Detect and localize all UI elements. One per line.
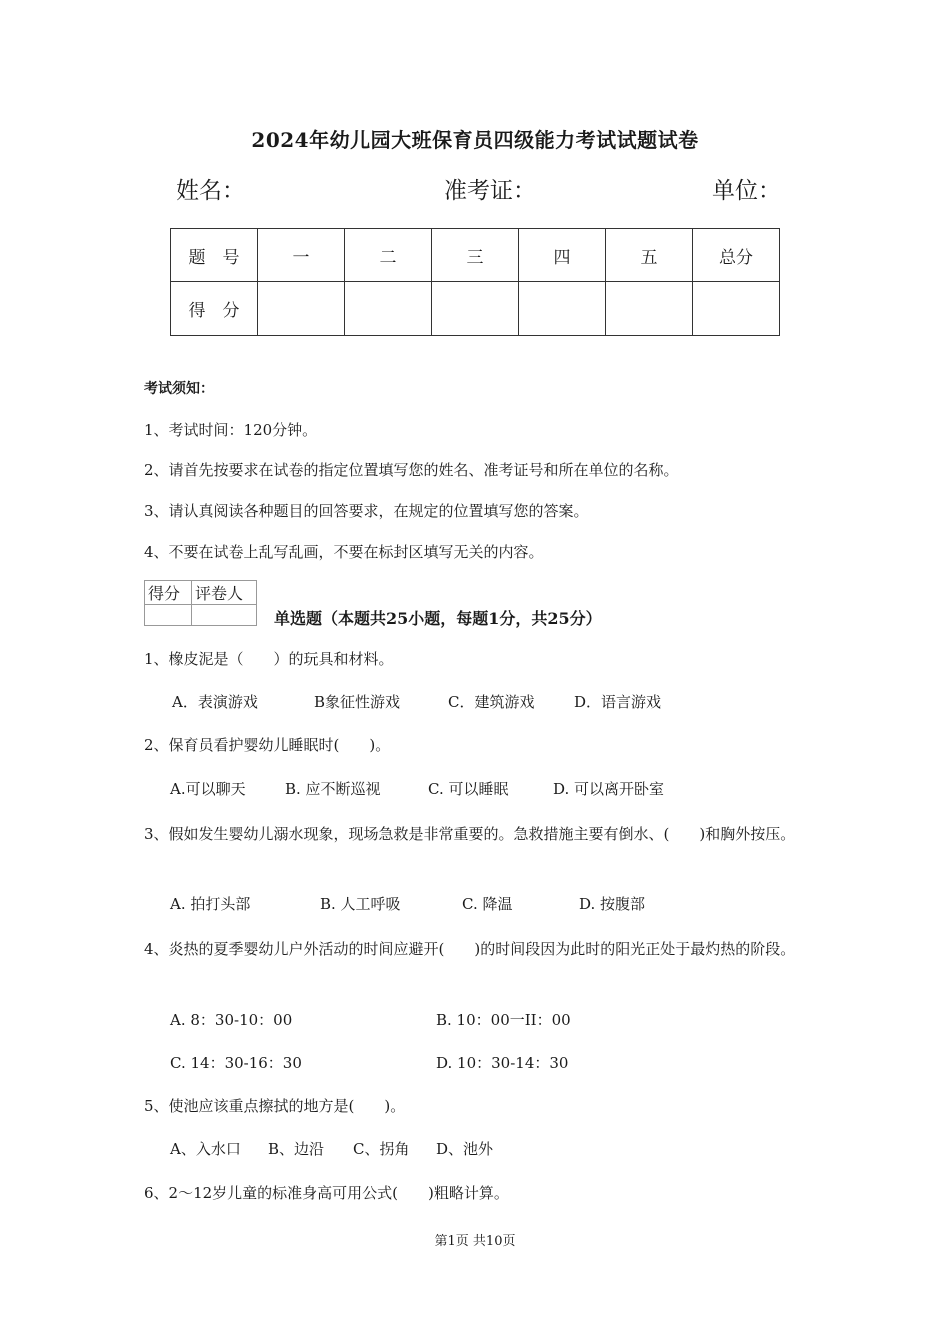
section-title: 单选题（本题共25小题，每题1分，共25分） bbox=[274, 609, 602, 628]
notice-item: 1、考试时间：120分钟。 bbox=[144, 421, 318, 439]
question-option[interactable]: B. 人工呼吸 bbox=[320, 895, 401, 913]
notice-item: 4、不要在试卷上乱写乱画，不要在标封区填写无关的内容。 bbox=[144, 543, 544, 561]
question-option[interactable]: D、池外 bbox=[436, 1140, 494, 1158]
score-cell-1[interactable] bbox=[258, 282, 345, 336]
question-option[interactable]: C、拐角 bbox=[353, 1140, 410, 1158]
question-stem: 6、2～12岁儿童的标准身高可用公式( )粗略计算。 bbox=[144, 1184, 509, 1202]
question-option[interactable]: B、边沿 bbox=[268, 1140, 325, 1158]
grader-reviewer-label: 评卷人 bbox=[192, 581, 257, 605]
notice-item: 2、请首先按要求在试卷的指定位置填写您的姓名、准考证号和所在单位的名称。 bbox=[144, 461, 679, 479]
score-cell-3[interactable] bbox=[432, 282, 519, 336]
score-row-label: 得 分 bbox=[171, 282, 258, 336]
header-cell-question-no: 题 号 bbox=[171, 229, 258, 282]
header-cell-4: 四 bbox=[519, 229, 606, 282]
notice-item: 3、请认真阅读各种题目的回答要求，在规定的位置填写您的答案。 bbox=[144, 502, 589, 520]
notice-heading: 考试须知： bbox=[144, 381, 214, 397]
question-option[interactable]: C．建筑游戏 bbox=[448, 693, 535, 711]
question-stem: 3、假如发生婴幼儿溺水现象，现场急救是非常重要的。急救措施主要有倒水、( )和胸外按压。 bbox=[144, 825, 796, 843]
page-title: 2024年幼儿园大班保育员四级能力考试试题试卷 bbox=[251, 128, 699, 152]
question-option[interactable]: B象征性游戏 bbox=[314, 693, 401, 711]
question-stem: 1、橡皮泥是（ ）的玩具和材料。 bbox=[144, 650, 394, 668]
question-option[interactable]: A.可以聊天 bbox=[170, 780, 246, 798]
question-option[interactable]: B. 10：00一II：00 bbox=[436, 1011, 571, 1029]
question-option[interactable]: B. 应不断巡视 bbox=[285, 780, 381, 798]
unit-label: 单位： bbox=[712, 178, 781, 204]
score-table-score-row bbox=[171, 282, 780, 336]
header-cell-3: 三 bbox=[432, 229, 519, 282]
grader-score-label: 得分 bbox=[145, 581, 192, 605]
header-cell-5: 五 bbox=[606, 229, 693, 282]
question-option[interactable]: D. 按腹部 bbox=[579, 895, 646, 913]
grader-score-cell[interactable] bbox=[145, 605, 192, 626]
exam-id-label: 准考证： bbox=[444, 178, 536, 204]
name-label: 姓名： bbox=[176, 178, 245, 204]
question-stem: 4、炎热的夏季婴幼儿户外活动的时间应避开( )的时间段因为此时的阳光正处于最灼热的阶段。 bbox=[144, 940, 796, 958]
question-option[interactable]: D．语言游戏 bbox=[574, 693, 662, 711]
question-option[interactable]: A．表演游戏 bbox=[172, 693, 258, 711]
score-cell-2[interactable] bbox=[345, 282, 432, 336]
score-table-header-row bbox=[171, 229, 780, 282]
question-option[interactable]: A. 8：30-10：00 bbox=[170, 1011, 293, 1029]
grader-reviewer-cell[interactable] bbox=[192, 605, 257, 626]
score-table bbox=[170, 228, 780, 336]
score-cell-5[interactable] bbox=[606, 282, 693, 336]
question-stem: 2、保育员看护婴幼儿睡眠时( )。 bbox=[144, 736, 391, 754]
question-option[interactable]: D. 可以离开卧室 bbox=[553, 780, 665, 798]
question-option[interactable]: C. 可以睡眠 bbox=[428, 780, 509, 798]
question-option[interactable]: D. 10：30-14：30 bbox=[436, 1054, 569, 1072]
page-footer: 第1页 共10页 bbox=[434, 1234, 516, 1249]
score-cell-4[interactable] bbox=[519, 282, 606, 336]
header-cell-total: 总分 bbox=[693, 229, 780, 282]
grader-box bbox=[144, 580, 257, 626]
score-cell-total[interactable] bbox=[693, 282, 780, 336]
question-option[interactable]: C. 14：30-16：30 bbox=[170, 1054, 302, 1072]
question-stem: 5、使池应该重点擦拭的地方是( )。 bbox=[144, 1097, 406, 1115]
question-option[interactable]: A. 拍打头部 bbox=[170, 895, 251, 913]
question-option[interactable]: A、入水口 bbox=[170, 1140, 241, 1158]
header-cell-1: 一 bbox=[258, 229, 345, 282]
header-cell-2: 二 bbox=[345, 229, 432, 282]
question-option[interactable]: C. 降温 bbox=[462, 895, 513, 913]
